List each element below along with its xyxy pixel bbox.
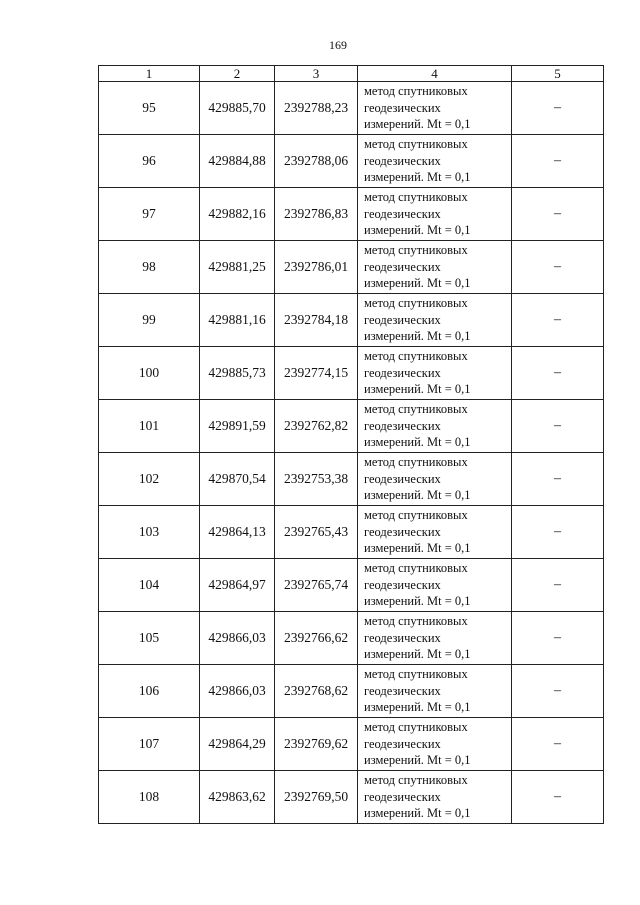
method-line: метод спутниковых <box>364 402 468 417</box>
method-line: геодезических <box>364 471 441 486</box>
method-line: метод спутниковых <box>364 561 468 576</box>
point-number-cell: 107 <box>99 718 200 771</box>
point-number-cell: 105 <box>99 612 200 665</box>
y-coordinate-cell: 2392766,62 <box>275 612 358 665</box>
table-row <box>99 82 604 135</box>
header-cell-5: 5 <box>512 66 604 82</box>
table-row <box>99 135 604 188</box>
method-cell <box>358 612 512 665</box>
note-cell: – <box>512 135 604 188</box>
header-cell-2: 2 <box>200 66 275 82</box>
note-cell: – <box>512 718 604 771</box>
y-coordinate-cell: 2392774,15 <box>275 347 358 400</box>
method-line: метод спутниковых <box>364 243 468 258</box>
note-cell: – <box>512 612 604 665</box>
method-line: измерений. Mt = 0,1 <box>364 435 471 450</box>
method-line: метод спутниковых <box>364 296 468 311</box>
method-cell <box>358 188 512 241</box>
table-row <box>99 506 604 559</box>
table-row <box>99 347 604 400</box>
table-row <box>99 241 604 294</box>
page-number: 169 <box>329 38 347 52</box>
method-line: геодезических <box>364 206 441 221</box>
method-line: метод спутниковых <box>364 190 468 205</box>
point-number-cell: 95 <box>99 82 200 135</box>
header-cell-1: 1 <box>99 66 200 82</box>
method-line: измерений. Mt = 0,1 <box>364 541 471 556</box>
table-row <box>99 294 604 347</box>
y-coordinate-cell: 2392786,83 <box>275 188 358 241</box>
method-line: геодезических <box>364 683 441 698</box>
method-line: измерений. Mt = 0,1 <box>364 594 471 609</box>
method-line: измерений. Mt = 0,1 <box>364 382 471 397</box>
method-line: измерений. Mt = 0,1 <box>364 276 471 291</box>
point-number-cell: 104 <box>99 559 200 612</box>
table-row <box>99 188 604 241</box>
x-coordinate-cell: 429885,73 <box>200 347 275 400</box>
table-row <box>99 612 604 665</box>
x-coordinate-cell: 429863,62 <box>200 771 275 824</box>
point-number-cell: 98 <box>99 241 200 294</box>
y-coordinate-cell: 2392784,18 <box>275 294 358 347</box>
method-cell <box>358 665 512 718</box>
method-line: геодезических <box>364 789 441 804</box>
table-row <box>99 718 604 771</box>
method-line: геодезических <box>364 153 441 168</box>
method-line: геодезических <box>364 524 441 539</box>
x-coordinate-cell: 429881,25 <box>200 241 275 294</box>
method-line: геодезических <box>364 100 441 115</box>
x-coordinate-cell: 429864,29 <box>200 718 275 771</box>
method-line: измерений. Mt = 0,1 <box>364 753 471 768</box>
y-coordinate-cell: 2392762,82 <box>275 400 358 453</box>
method-line: метод спутниковых <box>364 667 468 682</box>
header-cell-4: 4 <box>358 66 512 82</box>
y-coordinate-cell: 2392765,43 <box>275 506 358 559</box>
method-line: метод спутниковых <box>364 720 468 735</box>
header-cell-3: 3 <box>275 66 358 82</box>
note-cell: – <box>512 294 604 347</box>
header-row <box>99 66 604 82</box>
method-line: измерений. Mt = 0,1 <box>364 647 471 662</box>
point-number-cell: 100 <box>99 347 200 400</box>
method-cell <box>358 453 512 506</box>
table-header <box>99 66 604 82</box>
method-cell <box>358 135 512 188</box>
method-line: геодезических <box>364 312 441 327</box>
note-cell: – <box>512 453 604 506</box>
note-cell: – <box>512 347 604 400</box>
y-coordinate-cell: 2392788,23 <box>275 82 358 135</box>
x-coordinate-cell: 429866,03 <box>200 612 275 665</box>
method-line: метод спутниковых <box>364 773 468 788</box>
point-number-cell: 96 <box>99 135 200 188</box>
table-row <box>99 771 604 824</box>
y-coordinate-cell: 2392769,62 <box>275 718 358 771</box>
y-coordinate-cell: 2392769,50 <box>275 771 358 824</box>
note-cell: – <box>512 82 604 135</box>
point-number-cell: 108 <box>99 771 200 824</box>
method-line: метод спутниковых <box>364 508 468 523</box>
method-cell <box>358 347 512 400</box>
table-row <box>99 559 604 612</box>
method-cell <box>358 400 512 453</box>
table-body <box>99 82 604 824</box>
method-line: измерений. Mt = 0,1 <box>364 117 471 132</box>
method-line: метод спутниковых <box>364 349 468 364</box>
method-cell <box>358 241 512 294</box>
point-number-cell: 102 <box>99 453 200 506</box>
method-line: геодезических <box>364 630 441 645</box>
y-coordinate-cell: 2392768,62 <box>275 665 358 718</box>
x-coordinate-cell: 429885,70 <box>200 82 275 135</box>
method-cell <box>358 506 512 559</box>
x-coordinate-cell: 429866,03 <box>200 665 275 718</box>
table-row <box>99 665 604 718</box>
y-coordinate-cell: 2392786,01 <box>275 241 358 294</box>
method-line: метод спутниковых <box>364 614 468 629</box>
method-line: измерений. Mt = 0,1 <box>364 806 471 821</box>
method-cell <box>358 718 512 771</box>
note-cell: – <box>512 400 604 453</box>
note-cell: – <box>512 665 604 718</box>
method-cell <box>358 559 512 612</box>
point-number-cell: 99 <box>99 294 200 347</box>
note-cell: – <box>512 241 604 294</box>
method-line: геодезических <box>364 736 441 751</box>
x-coordinate-cell: 429884,88 <box>200 135 275 188</box>
x-coordinate-cell: 429891,59 <box>200 400 275 453</box>
method-line: измерений. Mt = 0,1 <box>364 700 471 715</box>
method-line: измерений. Mt = 0,1 <box>364 170 471 185</box>
point-number-cell: 103 <box>99 506 200 559</box>
method-line: геодезических <box>364 259 441 274</box>
table-row <box>99 453 604 506</box>
method-line: измерений. Mt = 0,1 <box>364 329 471 344</box>
y-coordinate-cell: 2392765,74 <box>275 559 358 612</box>
method-line: метод спутниковых <box>364 84 468 99</box>
method-line: геодезических <box>364 577 441 592</box>
x-coordinate-cell: 429870,54 <box>200 453 275 506</box>
note-cell: – <box>512 559 604 612</box>
note-cell: – <box>512 506 604 559</box>
point-number-cell: 101 <box>99 400 200 453</box>
method-line: измерений. Mt = 0,1 <box>364 223 471 238</box>
note-cell: – <box>512 188 604 241</box>
point-number-cell: 97 <box>99 188 200 241</box>
point-number-cell: 106 <box>99 665 200 718</box>
x-coordinate-cell: 429864,97 <box>200 559 275 612</box>
method-line: метод спутниковых <box>364 137 468 152</box>
table-row <box>99 400 604 453</box>
method-line: геодезических <box>364 365 441 380</box>
note-cell: – <box>512 771 604 824</box>
method-line: геодезических <box>364 418 441 433</box>
method-cell <box>358 82 512 135</box>
y-coordinate-cell: 2392788,06 <box>275 135 358 188</box>
method-line: метод спутниковых <box>364 455 468 470</box>
x-coordinate-cell: 429864,13 <box>200 506 275 559</box>
x-coordinate-cell: 429882,16 <box>200 188 275 241</box>
y-coordinate-cell: 2392753,38 <box>275 453 358 506</box>
method-line: измерений. Mt = 0,1 <box>364 488 471 503</box>
coordinates-table <box>98 65 604 824</box>
method-cell <box>358 294 512 347</box>
method-cell <box>358 771 512 824</box>
x-coordinate-cell: 429881,16 <box>200 294 275 347</box>
